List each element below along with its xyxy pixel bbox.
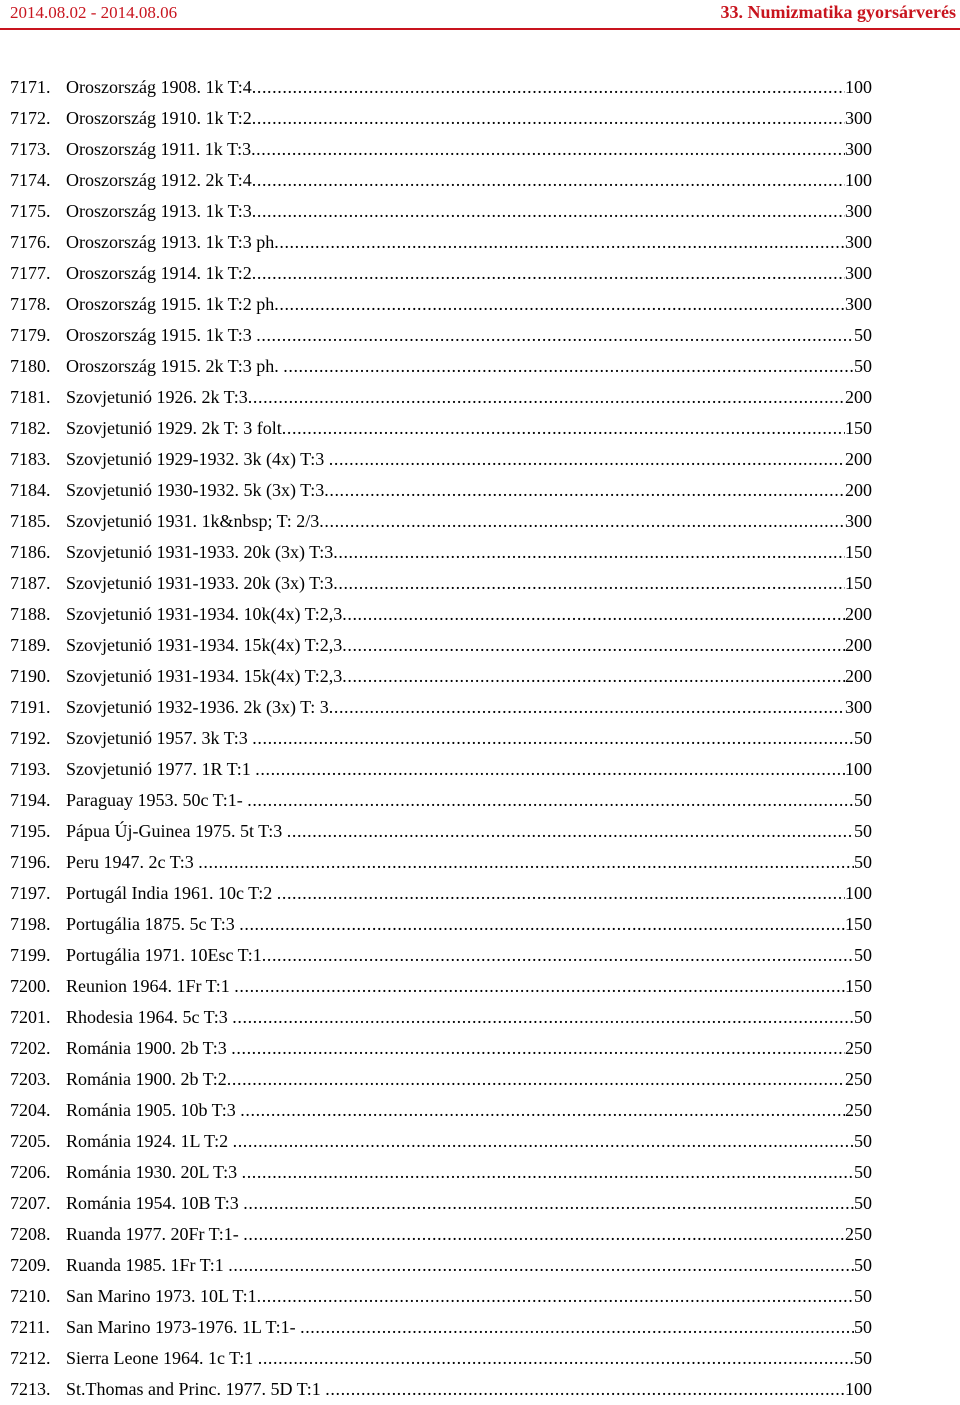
- lot-number: 7196.: [10, 852, 51, 872]
- lot-description: Szovjetunió 1929-1932. 3k (4x) T:3 .....: [66, 444, 845, 475]
- lot-row: [10, 103, 872, 134]
- lot-starting-price: 50: [854, 1126, 872, 1157]
- lot-description: Oroszország 1908. 1k T:4 .....: [66, 72, 845, 103]
- lot-row: [10, 1250, 872, 1281]
- lot-row: [10, 1188, 872, 1219]
- lot-number: 7207.: [10, 1193, 51, 1213]
- lot-row: [10, 1312, 872, 1343]
- lot-number: 7205.: [10, 1131, 51, 1151]
- lot-row: [10, 1281, 872, 1312]
- lot-starting-price: 300: [845, 227, 872, 258]
- lot-starting-price: 300: [845, 506, 872, 537]
- lot-row: [10, 72, 872, 103]
- lot-row: [10, 351, 872, 382]
- lot-description: Portugál India 1961. 10c T:2 .....: [66, 878, 845, 909]
- lot-number: 7187.: [10, 573, 51, 593]
- lot-row: [10, 506, 872, 537]
- lot-row: [10, 1374, 872, 1405]
- lot-number: 7177.: [10, 263, 51, 283]
- header-divider: [0, 28, 960, 30]
- lot-starting-price: 200: [845, 599, 872, 630]
- lot-row: [10, 196, 872, 227]
- lot-description: Oroszország 1914. 1k T:2 .....: [66, 258, 845, 289]
- lot-row: [10, 1064, 872, 1095]
- lot-row: [10, 940, 872, 971]
- lot-number: 7206.: [10, 1162, 51, 1182]
- lot-row: [10, 289, 872, 320]
- lot-description: Szovjetunió 1932-1936. 2k (3x) T: 3 .....: [66, 692, 845, 723]
- lot-description: Peru 1947. 2c T:3 .....: [66, 847, 854, 878]
- lot-description: Sierra Leone 1964. 1c T:1 .....: [66, 1343, 854, 1374]
- lot-number: 7183.: [10, 449, 51, 469]
- lot-number: 7176.: [10, 232, 51, 252]
- lot-starting-price: 300: [845, 196, 872, 227]
- lot-description: Szovjetunió 1931-1933. 20k (3x) T:3 .....: [66, 568, 845, 599]
- lot-number: 7192.: [10, 728, 51, 748]
- lot-description: Szovjetunió 1926. 2k T:3 .....: [66, 382, 845, 413]
- lot-description: Románia 1954. 10B T:3 .....: [66, 1188, 854, 1219]
- lot-description: Szovjetunió 1930-1932. 5k (3x) T:3 .....: [66, 475, 845, 506]
- lot-starting-price: 50: [854, 1250, 872, 1281]
- lot-description: Románia 1905. 10b T:3 .....: [66, 1095, 845, 1126]
- lot-description: Ruanda 1985. 1Fr T:1 .....: [66, 1250, 854, 1281]
- lot-description: San Marino 1973. 10L T:1 .....: [66, 1281, 854, 1312]
- lot-starting-price: 150: [845, 413, 872, 444]
- lot-number: 7198.: [10, 914, 51, 934]
- lot-starting-price: 150: [845, 537, 872, 568]
- lot-number: 7191.: [10, 697, 51, 717]
- lot-row: [10, 444, 872, 475]
- lot-number: 7208.: [10, 1224, 51, 1244]
- lot-row: [10, 1157, 872, 1188]
- lot-description: Románia 1930. 20L T:3 .....: [66, 1157, 854, 1188]
- lot-number: 7174.: [10, 170, 51, 190]
- lot-starting-price: 100: [845, 878, 872, 909]
- lot-description: Portugália 1971. 10Esc T:1 .....: [66, 940, 854, 971]
- lot-row: [10, 971, 872, 1002]
- lot-row: [10, 134, 872, 165]
- lot-starting-price: 50: [854, 1157, 872, 1188]
- lot-description: San Marino 1973-1976. 1L T:1- .....: [66, 1312, 854, 1343]
- lot-number: 7194.: [10, 790, 51, 810]
- lot-description: Oroszország 1911. 1k T:3 .....: [66, 134, 845, 165]
- lot-row: [10, 630, 872, 661]
- lot-starting-price: 250: [845, 1095, 872, 1126]
- lot-description: Szovjetunió 1931-1934. 15k(4x) T:2,3 .....: [66, 661, 845, 692]
- lot-number: 7190.: [10, 666, 51, 686]
- lot-starting-price: 50: [854, 1343, 872, 1374]
- lot-number: 7186.: [10, 542, 51, 562]
- lot-row: [10, 599, 872, 630]
- lot-starting-price: 300: [845, 103, 872, 134]
- lot-row: [10, 1219, 872, 1250]
- lot-starting-price: 50: [854, 847, 872, 878]
- lot-description: Oroszország 1915. 1k T:3 .....: [66, 320, 854, 351]
- lot-starting-price: 300: [845, 134, 872, 165]
- lot-number: 7181.: [10, 387, 51, 407]
- lot-row: [10, 165, 872, 196]
- lot-number: 7213.: [10, 1379, 51, 1399]
- lot-number: 7211.: [10, 1317, 50, 1337]
- lot-row: [10, 537, 872, 568]
- lot-row: [10, 754, 872, 785]
- lot-description: Szovjetunió 1931. 1k&nbsp; T: 2/3 .....: [66, 506, 845, 537]
- page-header: [0, 0, 960, 32]
- lot-starting-price: 50: [854, 1188, 872, 1219]
- lot-number: 7200.: [10, 976, 51, 996]
- lot-row: [10, 785, 872, 816]
- lot-description: St.Thomas and Princ. 1977. 5D T:1 .....: [66, 1374, 845, 1405]
- lot-starting-price: 250: [845, 1033, 872, 1064]
- lot-number: 7203.: [10, 1069, 51, 1089]
- lot-starting-price: 150: [845, 568, 872, 599]
- lot-number: 7212.: [10, 1348, 51, 1368]
- lot-starting-price: 300: [845, 258, 872, 289]
- lot-number: 7204.: [10, 1100, 51, 1120]
- lot-description: Szovjetunió 1931-1933. 20k (3x) T:3 .....: [66, 537, 845, 568]
- lot-description: Szovjetunió 1931-1934. 15k(4x) T:2,3 .....: [66, 630, 845, 661]
- lot-number: 7180.: [10, 356, 51, 376]
- lot-description: Szovjetunió 1957. 3k T:3 .....: [66, 723, 854, 754]
- lot-row: [10, 413, 872, 444]
- lot-description: Szovjetunió 1977. 1R T:1 .....: [66, 754, 845, 785]
- lot-row: [10, 258, 872, 289]
- lot-description: Románia 1900. 2b T:2 .....: [66, 1064, 845, 1095]
- lot-number: 7179.: [10, 325, 51, 345]
- lot-starting-price: 250: [845, 1064, 872, 1095]
- lot-description: Oroszország 1913. 1k T:3 .....: [66, 196, 845, 227]
- lot-number: 7197.: [10, 883, 51, 903]
- lot-row: [10, 1343, 872, 1374]
- lot-starting-price: 200: [845, 661, 872, 692]
- lot-starting-price: 100: [845, 165, 872, 196]
- lot-starting-price: 250: [845, 1219, 872, 1250]
- lot-starting-price: 150: [845, 971, 872, 1002]
- lot-starting-price: 300: [845, 692, 872, 723]
- lot-row: [10, 568, 872, 599]
- lot-starting-price: 200: [845, 630, 872, 661]
- lot-description: Oroszország 1910. 1k T:2 .....: [66, 103, 845, 134]
- lot-number: 7193.: [10, 759, 51, 779]
- lot-number: 7182.: [10, 418, 51, 438]
- lot-number: 7201.: [10, 1007, 51, 1027]
- lot-description: Oroszország 1915. 2k T:3 ph. .....: [66, 351, 854, 382]
- lot-row: [10, 320, 872, 351]
- lot-starting-price: 200: [845, 444, 872, 475]
- lot-starting-price: 200: [845, 382, 872, 413]
- auction-title: 33. Numizmatika gyorsárverés: [720, 2, 956, 22]
- lot-starting-price: 50: [854, 723, 872, 754]
- lot-list: [10, 72, 872, 1405]
- lot-starting-price: 100: [845, 754, 872, 785]
- lot-row: [10, 661, 872, 692]
- lot-row: [10, 816, 872, 847]
- lot-number: 7171.: [10, 77, 51, 97]
- lot-starting-price: 100: [845, 1374, 872, 1405]
- lot-description: Reunion 1964. 1Fr T:1 .....: [66, 971, 845, 1002]
- lot-row: [10, 1126, 872, 1157]
- lot-description: Oroszország 1912. 2k T:4 .....: [66, 165, 845, 196]
- lot-description: Románia 1924. 1L T:2 .....: [66, 1126, 854, 1157]
- lot-starting-price: 200: [845, 475, 872, 506]
- lot-number: 7178.: [10, 294, 51, 314]
- lot-row: [10, 878, 872, 909]
- lot-number: 7185.: [10, 511, 51, 531]
- lot-row: [10, 847, 872, 878]
- date-range: 2014.08.02 - 2014.08.06: [10, 3, 178, 22]
- lot-row: [10, 1095, 872, 1126]
- lot-description: Románia 1900. 2b T:3 .....: [66, 1033, 845, 1064]
- lot-number: 7189.: [10, 635, 51, 655]
- lot-description: Oroszország 1915. 1k T:2 ph .....: [66, 289, 845, 320]
- lot-number: 7210.: [10, 1286, 51, 1306]
- lot-number: 7199.: [10, 945, 51, 965]
- lot-description: Paraguay 1953. 50c T:1- .....: [66, 785, 854, 816]
- lot-description: Oroszország 1913. 1k T:3 ph .....: [66, 227, 845, 258]
- lot-starting-price: 50: [854, 320, 872, 351]
- lot-row: [10, 382, 872, 413]
- lot-description: Portugália 1875. 5c T:3 .....: [66, 909, 845, 940]
- lot-row: [10, 909, 872, 940]
- lot-number: 7209.: [10, 1255, 51, 1275]
- lot-row: [10, 723, 872, 754]
- lot-starting-price: 50: [854, 1281, 872, 1312]
- lot-description: Rhodesia 1964. 5c T:3 .....: [66, 1002, 854, 1033]
- lot-starting-price: 50: [854, 1002, 872, 1033]
- lot-description: Szovjetunió 1931-1934. 10k(4x) T:2,3 .....: [66, 599, 845, 630]
- lot-starting-price: 100: [845, 72, 872, 103]
- lot-row: [10, 227, 872, 258]
- lot-number: 7175.: [10, 201, 51, 221]
- lot-number: 7188.: [10, 604, 51, 624]
- lot-starting-price: 150: [845, 909, 872, 940]
- lot-description: Pápua Új-Guinea 1975. 5t T:3 .....: [66, 816, 854, 847]
- lot-starting-price: 50: [854, 785, 872, 816]
- lot-row: [10, 1002, 872, 1033]
- lot-row: [10, 692, 872, 723]
- lot-starting-price: 50: [854, 940, 872, 971]
- lot-number: 7202.: [10, 1038, 51, 1058]
- lot-number: 7184.: [10, 480, 51, 500]
- lot-starting-price: 50: [854, 816, 872, 847]
- lot-row: [10, 475, 872, 506]
- lot-description: Ruanda 1977. 20Fr T:1- .....: [66, 1219, 845, 1250]
- lot-number: 7195.: [10, 821, 51, 841]
- lot-starting-price: 50: [854, 1312, 872, 1343]
- lot-starting-price: 50: [854, 351, 872, 382]
- lot-number: 7172.: [10, 108, 51, 128]
- lot-starting-price: 300: [845, 289, 872, 320]
- lot-number: 7173.: [10, 139, 51, 159]
- lot-description: Szovjetunió 1929. 2k T: 3 folt .....: [66, 413, 845, 444]
- lot-row: [10, 1033, 872, 1064]
